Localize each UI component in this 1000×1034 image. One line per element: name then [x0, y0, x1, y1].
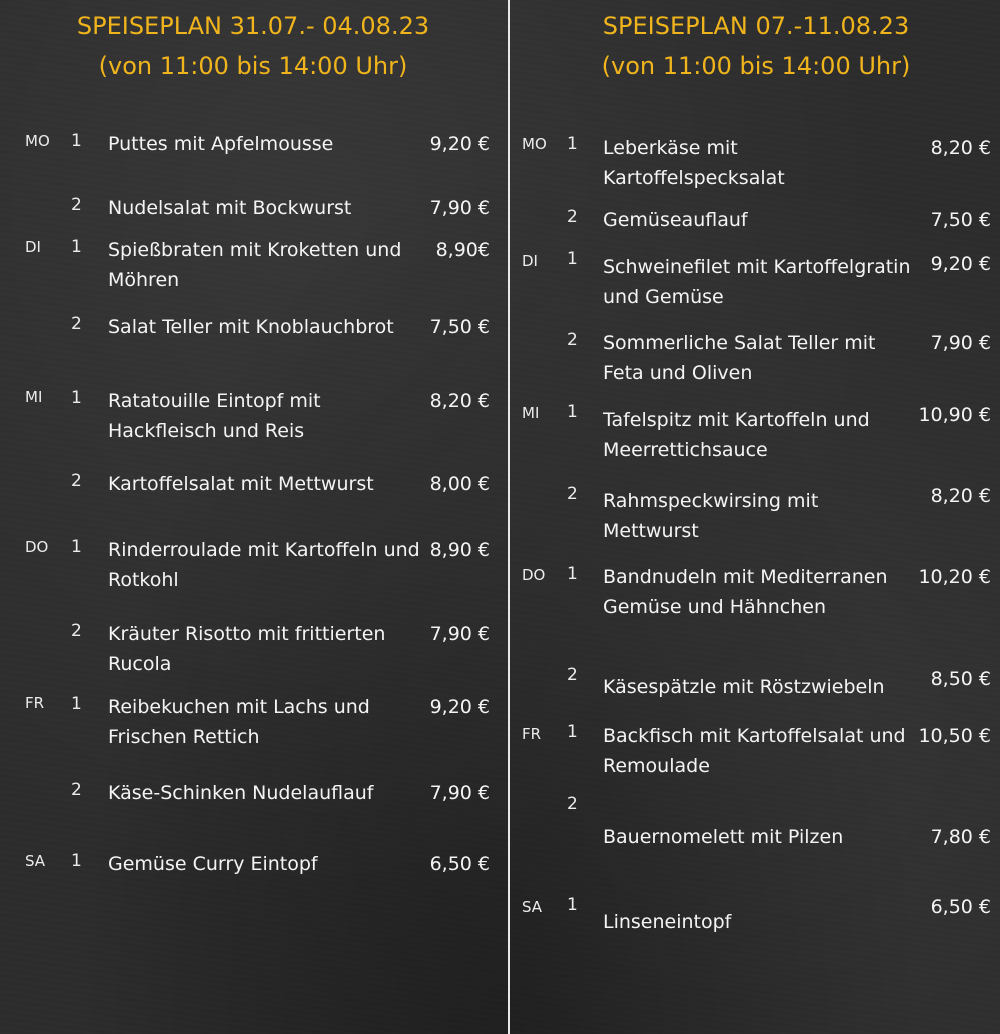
dish-price: 6,50 €	[429, 853, 490, 875]
dish-price: 6,50 €	[930, 896, 991, 918]
dish-name: Schweinefilet mit Kartoffelgratin und Gemüse	[603, 256, 911, 308]
menu-number: 1	[71, 388, 82, 408]
dish-name: Reibekuchen mit Lachs und Frischen Rettich	[108, 696, 370, 748]
dish-name: Käsespätzle mit Röstzwiebeln	[603, 676, 885, 698]
dish-price: 7,50 €	[930, 209, 991, 231]
day-label: DI	[522, 252, 538, 270]
dish-price: 8,20 €	[930, 137, 991, 159]
day-label: MO	[25, 132, 50, 150]
menu-number: 2	[567, 665, 578, 685]
dish-price: 8,20 €	[930, 485, 991, 507]
menu-number: 1	[71, 694, 82, 714]
dish-price: 8,90 €	[429, 539, 490, 561]
dish-name: Puttes mit Apfelmousse	[108, 133, 334, 155]
dish-name: Rahmspeckwirsing mit Mettwurst	[603, 490, 819, 542]
dish-price: 7,50 €	[429, 316, 490, 338]
menu-number: 2	[567, 330, 578, 350]
dish-name: Sommerliche Salat Teller mit Feta und Oliven	[603, 332, 876, 384]
dish-name: Kartoffelsalat mit Mettwurst	[108, 473, 374, 495]
menu-number: 2	[71, 471, 82, 491]
dish-name: Käse-Schinken Nudelauflauf	[108, 782, 374, 804]
dish-name: Bandnudeln mit Mediterranen Gemüse und Hähnchen	[603, 566, 888, 618]
dish-price: 8,90€	[435, 239, 490, 261]
dish-name: Leberkäse mit Kartoffelspecksalat	[603, 137, 785, 189]
dish-name: Gemüseauflauf	[603, 209, 748, 231]
week-2-title: SPEISEPLAN 07.-11.08.23	[602, 12, 910, 40]
menu-number: 1	[71, 237, 82, 257]
day-label: DO	[25, 538, 49, 556]
dish-price: 9,20 €	[930, 253, 991, 275]
day-label: SA	[25, 852, 46, 870]
menu-number: 1	[567, 249, 578, 269]
dish-price: 10,90 €	[918, 404, 991, 426]
dish-name: Salat Teller mit Knoblauchbrot	[108, 316, 394, 338]
menu-number: 1	[567, 564, 578, 584]
dish-name: Linseneintopf	[603, 911, 732, 933]
dish-price: 7,90 €	[429, 197, 490, 219]
menu-number: 1	[71, 537, 82, 557]
dish-price: 7,90 €	[429, 782, 490, 804]
menu-number: 1	[567, 402, 578, 422]
dish-name: Kräuter Risotto mit frittierten Rucola	[108, 623, 386, 675]
dish-price: 8,20 €	[429, 390, 490, 412]
week-1-title: SPEISEPLAN 31.07.- 04.08.23	[76, 12, 430, 40]
menu-week-2	[512, 0, 1000, 1034]
dish-price: 8,00 €	[429, 473, 490, 495]
menu-number: 1	[567, 134, 578, 154]
menu-number: 2	[567, 207, 578, 227]
dish-name: Spießbraten mit Kroketten und Möhren	[108, 239, 402, 291]
dish-name: Nudelsalat mit Bockwurst	[108, 197, 352, 219]
day-label: MI	[522, 404, 540, 422]
menu-number: 1	[71, 131, 82, 151]
week-1-header	[0, 6, 506, 86]
week-2-hours: (von 11:00 bis 14:00 Uhr)	[601, 52, 911, 80]
dish-name: Rinderroulade mit Kartoffeln und Rotkohl	[108, 539, 420, 591]
dish-name: Backfisch mit Kartoffelsalat und Remoulade	[603, 725, 906, 777]
dish-price: 7,90 €	[429, 623, 490, 645]
menu-number: 1	[567, 895, 578, 915]
menu-number: 2	[71, 195, 82, 215]
dish-price: 9,20 €	[429, 133, 490, 155]
dish-name: Gemüse Curry Eintopf	[108, 853, 318, 875]
dish-price: 10,50 €	[918, 725, 991, 747]
dish-price: 8,50 €	[930, 668, 991, 690]
dish-price: 10,20 €	[918, 566, 991, 588]
menu-number: 2	[71, 621, 82, 641]
menu-number: 2	[71, 780, 82, 800]
dish-name: Tafelspitz mit Kartoffeln und Meerrettichsauce	[603, 409, 870, 461]
day-label: DI	[25, 238, 41, 256]
menu-number: 2	[567, 484, 578, 504]
menu-number: 2	[567, 794, 578, 814]
week-1-hours: (von 11:00 bis 14:00 Uhr)	[98, 52, 408, 80]
day-label: FR	[25, 694, 45, 712]
dish-price: 9,20 €	[429, 696, 490, 718]
menu-number: 1	[567, 722, 578, 742]
dish-name: Bauernomelett mit Pilzen	[603, 826, 844, 848]
menu-number: 2	[71, 314, 82, 334]
day-label: MO	[522, 135, 547, 153]
column-divider	[508, 0, 510, 1034]
dish-name: Ratatouille Eintopf mit Hackfleisch und Reis	[108, 390, 321, 442]
day-label: FR	[522, 725, 542, 743]
day-label: DO	[522, 566, 546, 584]
menu-number: 1	[71, 851, 82, 871]
dish-price: 7,80 €	[930, 826, 991, 848]
dish-price: 7,90 €	[930, 332, 991, 354]
day-label: SA	[522, 898, 543, 916]
day-label: MI	[25, 388, 43, 406]
week-2-header	[512, 6, 1000, 86]
